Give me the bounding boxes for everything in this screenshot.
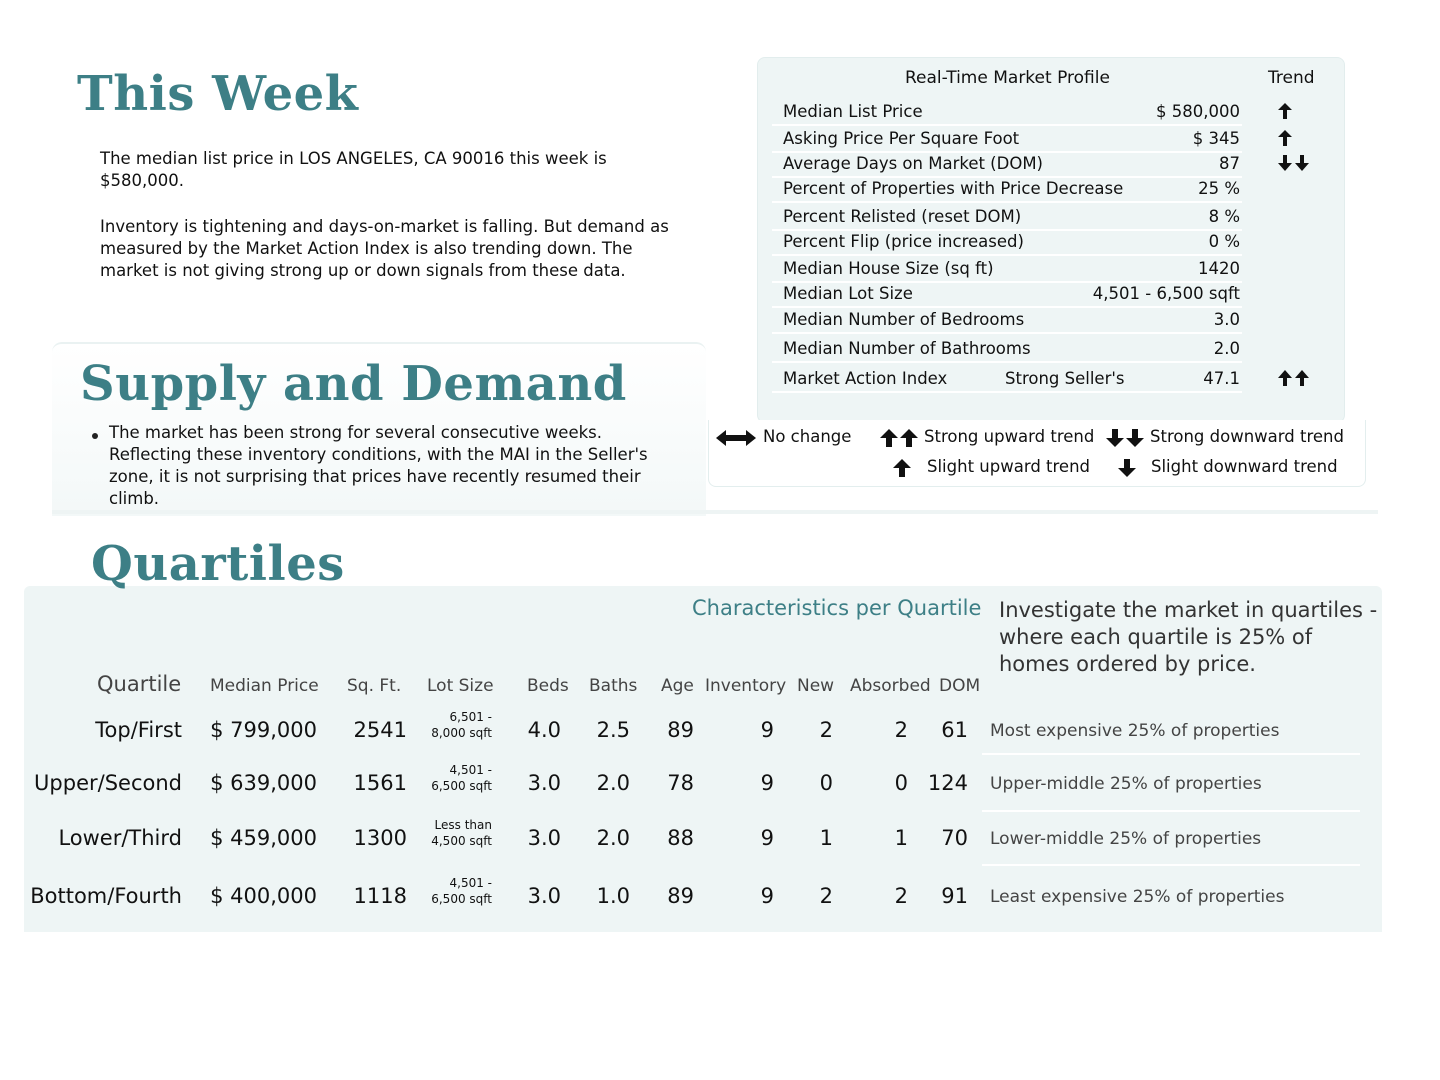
legend-strong-up: Strong upward trend — [924, 427, 1095, 446]
quartile-lot-line1: 4,501 - — [449, 876, 492, 890]
quartile-sqft: 1300 — [353, 826, 407, 850]
quartile-absorbed: 2 — [894, 884, 908, 908]
quartiles-heading: Quartiles — [91, 536, 345, 592]
quartile-beds: 4.0 — [527, 718, 561, 742]
market-profile-row — [772, 281, 1242, 308]
quartile-beds: 3.0 — [527, 826, 561, 850]
market-profile-value: 87 — [1219, 154, 1240, 173]
market-profile-label: Average Days on Market (DOM) — [783, 154, 1043, 173]
market-profile-value: 25 % — [1198, 179, 1240, 198]
strong-up-icon — [880, 428, 926, 448]
header-beds: Beds — [527, 676, 569, 696]
quartile-age: 78 — [667, 771, 694, 795]
market-profile-row — [772, 204, 1242, 231]
quartile-absorbed: 2 — [894, 718, 908, 742]
market-profile-row — [772, 229, 1242, 256]
quartile-description: Least expensive 25% of properties — [990, 887, 1285, 907]
quartile-name: Upper/Second — [34, 771, 182, 795]
quartile-absorbed: 0 — [894, 771, 908, 795]
market-profile-label: Median Lot Size — [783, 284, 913, 303]
market-profile-row — [772, 151, 1242, 178]
strong-down-icon — [1106, 428, 1152, 448]
market-profile-row — [772, 307, 1242, 334]
characteristics-label: Characteristics per Quartile — [692, 596, 982, 620]
market-profile-row — [772, 176, 1242, 203]
quartile-dom: 70 — [941, 826, 968, 850]
market-profile-label: Asking Price Per Square Foot — [783, 129, 1020, 148]
section-divider — [52, 510, 1378, 514]
quartile-price: $ 799,000 — [210, 718, 317, 742]
quartile-age: 89 — [667, 884, 694, 908]
market-profile-value: $ 345 — [1192, 129, 1240, 148]
quartile-inventory: 9 — [760, 718, 774, 742]
market-profile-value: 3.0 — [1213, 310, 1240, 329]
quartile-lot-line1: 6,501 - — [449, 710, 492, 724]
market-profile-value: 8 % — [1208, 207, 1240, 226]
header-inventory: Inventory — [705, 676, 787, 696]
quartile-new: 2 — [819, 718, 833, 742]
row-separator — [982, 753, 1360, 755]
quartile-baths: 2.5 — [596, 718, 630, 742]
row-separator — [982, 810, 1360, 812]
quartile-lot-line1: Less than — [434, 818, 492, 832]
quartile-dom: 124 — [927, 771, 968, 795]
market-profile-value: 0 % — [1208, 232, 1240, 251]
quartile-description: Most expensive 25% of properties — [990, 721, 1280, 741]
quartile-sqft: 1118 — [353, 884, 407, 908]
legend-slight-down: Slight downward trend — [1151, 457, 1338, 476]
quartile-lot-line2: 8,000 sqft — [431, 726, 492, 740]
market-profile-value: 47.1 — [1203, 369, 1240, 388]
quartile-price: $ 459,000 — [210, 826, 317, 850]
quartile-age: 88 — [667, 826, 694, 850]
quartile-price: $ 400,000 — [210, 884, 317, 908]
quartiles-description: Investigate the market in quartiles - where each quartile is 25% of homes ordered by price. — [999, 598, 1378, 676]
quartile-price: $ 639,000 — [210, 771, 317, 795]
market-profile-row — [772, 126, 1242, 153]
quartile-baths: 2.0 — [596, 771, 630, 795]
header-absorbed: Absorbed — [850, 676, 931, 696]
quartile-name: Top/First — [95, 718, 182, 742]
market-profile-value: 1420 — [1198, 259, 1240, 278]
quartile-absorbed: 1 — [894, 826, 908, 850]
market-profile-value: 2.0 — [1213, 339, 1240, 358]
market-profile-label: Median Number of Bedrooms — [783, 310, 1025, 329]
header-quartile: Quartile — [97, 672, 182, 696]
market-profile-row — [772, 99, 1242, 126]
market-action-status: Strong Seller's — [1005, 369, 1125, 388]
quartile-lot-line2: 6,500 sqft — [431, 892, 492, 906]
quartile-new: 0 — [819, 771, 833, 795]
quartile-inventory: 9 — [760, 884, 774, 908]
slight-up-icon — [1277, 102, 1317, 122]
quartile-description: Lower-middle 25% of properties — [990, 829, 1262, 849]
legend-slight-up: Slight upward trend — [927, 457, 1091, 476]
this-week-summary: The median list price in LOS ANGELES, CA 90016 this week is $580,000. — [100, 149, 607, 190]
header-sqft: Sq. Ft. — [347, 676, 402, 696]
market-profile-label: Percent of Properties with Price Decrease — [783, 179, 1124, 198]
quartile-dom: 61 — [941, 718, 968, 742]
quartile-description: Upper-middle 25% of properties — [990, 774, 1262, 794]
header-age: Age — [661, 676, 694, 696]
quartile-lot-line2: 6,500 sqft — [431, 779, 492, 793]
legend-strong-down: Strong downward trend — [1150, 427, 1344, 446]
quartile-inventory: 9 — [760, 771, 774, 795]
market-profile-row — [772, 336, 1242, 363]
supply-demand-text: The market has been strong for several consecutive weeks. Reflecting these inventory conditions, with the MAI in the Seller's zone, it is not surprising that prices have recently resumed their climb. — [109, 423, 648, 508]
this-week-heading: This Week — [77, 66, 359, 122]
legend-no-change: No change — [763, 427, 852, 446]
market-profile-row — [772, 366, 1242, 393]
header-new: New — [797, 676, 835, 696]
quartile-sqft: 2541 — [353, 718, 407, 742]
market-profile-label: Median List Price — [783, 102, 923, 121]
quartile-lot-line2: 4,500 sqft — [431, 834, 492, 848]
header-dom: DOM — [939, 676, 981, 696]
market-profile-label: Percent Relisted (reset DOM) — [783, 207, 1022, 226]
strong-down-icon — [1277, 154, 1317, 174]
quartile-baths: 2.0 — [596, 826, 630, 850]
market-profile-label: Market Action Index — [783, 369, 948, 388]
quartile-sqft: 1561 — [353, 771, 407, 795]
quartile-new: 1 — [819, 826, 833, 850]
quartile-name: Lower/Third — [58, 826, 182, 850]
quartile-beds: 3.0 — [527, 771, 561, 795]
market-profile-label: Median House Size (sq ft) — [783, 259, 994, 278]
market-profile-label: Median Number of Bathrooms — [783, 339, 1031, 358]
quartile-lot-line1: 4,501 - — [449, 763, 492, 777]
quartile-beds: 3.0 — [527, 884, 561, 908]
row-separator — [982, 864, 1360, 866]
market-profile-title: Real-Time Market Profile — [905, 68, 1110, 88]
market-profile-label: Percent Flip (price increased) — [783, 232, 1024, 251]
supply-demand-heading: Supply and Demand — [80, 356, 627, 412]
quartile-age: 89 — [667, 718, 694, 742]
no-change-icon — [716, 428, 762, 448]
header-median-price: Median Price — [210, 676, 319, 696]
strong-up-icon — [1277, 369, 1317, 389]
header-baths: Baths — [589, 676, 638, 696]
quartile-new: 2 — [819, 884, 833, 908]
market-profile-value: $ 580,000 — [1156, 102, 1240, 121]
market-profile-value: 4,501 - 6,500 sqft — [1092, 284, 1240, 303]
trend-column-header: Trend — [1268, 68, 1315, 88]
market-profile-row — [772, 256, 1242, 283]
slight-up-icon — [1277, 129, 1317, 149]
this-week-analysis: Inventory is tightening and days-on-market is falling. But demand as measured by the Market Action Index is also trending down. The market is not giving strong up or down signals from these data. — [100, 217, 669, 280]
quartile-baths: 1.0 — [596, 884, 630, 908]
quartile-dom: 91 — [941, 884, 968, 908]
bullet-icon — [92, 433, 98, 439]
quartile-inventory: 9 — [760, 826, 774, 850]
quartile-name: Bottom/Fourth — [30, 884, 182, 908]
header-lot-size: Lot Size — [427, 676, 494, 696]
